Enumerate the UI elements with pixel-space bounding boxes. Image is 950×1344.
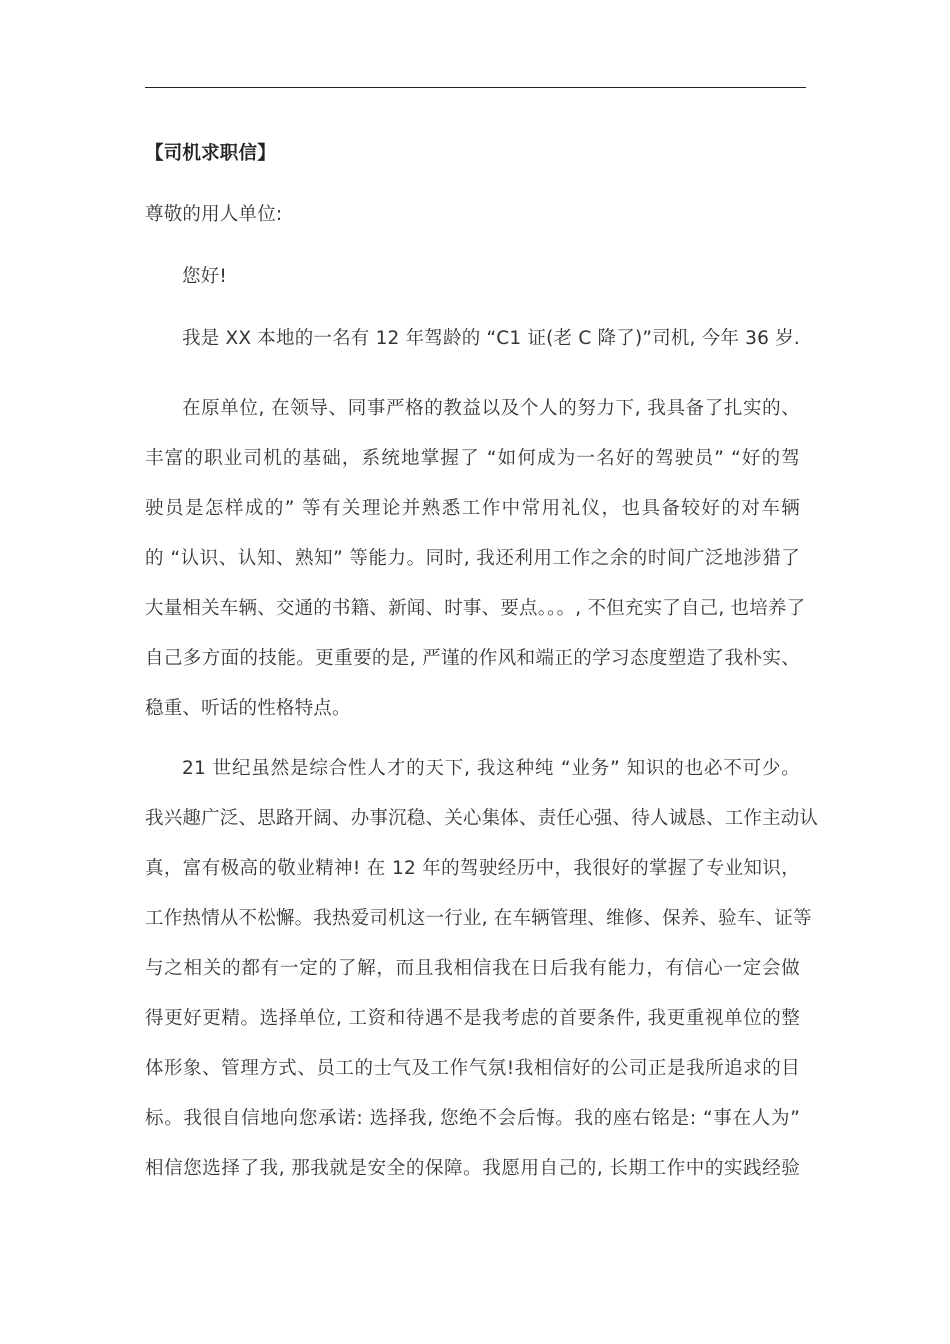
paragraph-line: 得更好更精。选择单位, 工资和待遇不是我考虑的首要条件, 我更重视单位的整 xyxy=(145,1008,800,1029)
salutation: 尊敬的用人单位: xyxy=(145,204,283,225)
header-rule xyxy=(145,87,806,88)
paragraph-experience xyxy=(145,384,806,734)
paragraph-line: 稳重、听话的性格特点。 xyxy=(145,698,351,719)
letter-body xyxy=(145,136,819,1194)
letter-title: 【司机求职信】 xyxy=(145,143,276,164)
paragraph-line: 工作热情从不松懈。我热爱司机这一行业, 在车辆管理、维修、保养、验车、证等 xyxy=(145,908,812,929)
paragraph-line: 的 “认识、认知、熟知” 等能力。同时, 我还利用工作之余的时间广泛地涉猎了 xyxy=(145,548,800,569)
greeting: 您好! xyxy=(182,266,228,287)
paragraph-line: 自己多方面的技能。更重要的是, 严谨的作风和端正的学习态度塑造了我朴实、 xyxy=(145,648,800,669)
paragraph-line: 21 世纪虽然是综合性人才的天下, 我这种纯 “业务” 知识的也必不可少。 xyxy=(182,758,800,779)
paragraph-line: 驶员是怎样成的” 等有关理论并熟悉工作中常用礼仪，也具备较好的对车辆 xyxy=(145,498,800,519)
paragraph-line: 丰富的职业司机的基础，系统地掌握了 “如何成为一名好的驾驶员” “好的驾 xyxy=(145,448,800,469)
paragraph-line: 我兴趣广泛、思路开阔、办事沉稳、关心集体、责任心强、待人诚恳、工作主动认 xyxy=(145,808,819,829)
paragraph-skills xyxy=(145,744,819,1194)
paragraph-line: 相信您选择了我, 那我就是安全的保障。我愿用自己的, 长期工作中的实践经验 xyxy=(145,1158,800,1179)
paragraph-line: 大量相关车辆、交通的书籍、新闻、时事、要点。。。, 不但充实了自己, 也培养了 xyxy=(145,598,806,619)
paragraph-line: 体形象、管理方式、员工的士气及工作气氛!我相信好的公司正是我所追求的目 xyxy=(145,1058,800,1079)
paragraph-line: 与之相关的都有一定的了解，而且我相信我在日后我有能力，有信心一定会做 xyxy=(145,958,800,979)
paragraph-line: 真，富有极高的敬业精神! 在 12 年的驾驶经历中，我很好的掌握了专业知识， xyxy=(145,858,800,879)
intro-line: 我是 XX 本地的一名有 12 年驾龄的 “C1 证(老 C 降了)”司机, 今年 36 岁. xyxy=(182,328,800,349)
paragraph-line: 在原单位, 在领导、同事严格的教益以及个人的努力下, 我具备了扎实的、 xyxy=(182,398,800,419)
paragraph-line: 标。我很自信地向您承诺: 选择我, 您绝不会后悔。我的座右铭是: “事在人为” xyxy=(145,1108,800,1129)
